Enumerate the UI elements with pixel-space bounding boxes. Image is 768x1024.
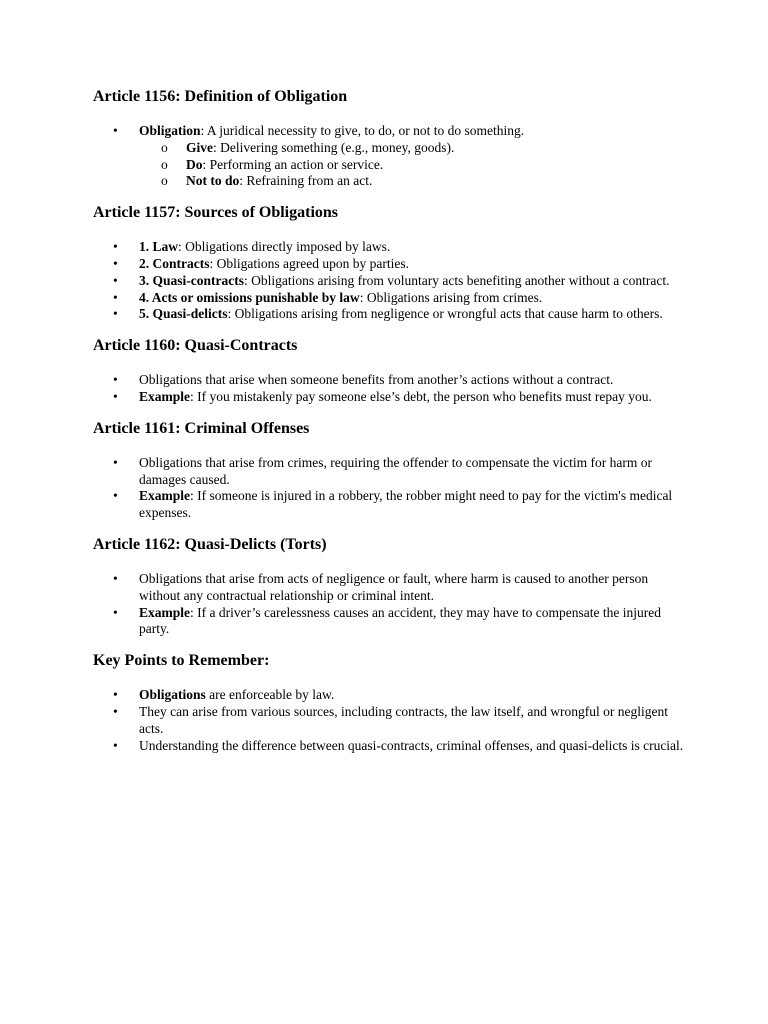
section-heading: Article 1157: Sources of Obligations xyxy=(93,204,339,222)
list-item xyxy=(93,256,688,273)
item-term: 2. Contracts xyxy=(139,255,210,271)
list-item xyxy=(93,738,688,755)
item-text: : Obligations arising from voluntary acts benefiting another without a contract. xyxy=(244,272,670,288)
item-text: Obligations that arise when someone benefits from another’s actions without a contract. xyxy=(139,372,614,388)
item-term: Give xyxy=(186,139,213,155)
bullet-list xyxy=(93,123,688,190)
list-item xyxy=(93,605,688,639)
sub-list xyxy=(139,140,688,190)
section-article-1157 xyxy=(93,203,688,323)
bullet-list xyxy=(93,455,688,522)
list-item xyxy=(93,455,688,489)
item-text: : Delivering something (e.g., money, goods). xyxy=(213,139,455,155)
item-term: Example xyxy=(139,388,191,404)
item-text: : If a driver’s carelessness causes an accident, they may have to compensate the injured party. xyxy=(139,604,661,637)
item-text: : Obligations agreed upon by parties. xyxy=(209,255,409,271)
section-key-points xyxy=(93,651,688,754)
list-item xyxy=(93,389,688,406)
bullet-list xyxy=(93,571,688,638)
bullet-list xyxy=(93,239,688,323)
item-term: 3. Quasi-contracts xyxy=(139,272,244,288)
item-text: : Obligations arising from crimes. xyxy=(359,289,543,305)
item-text: Understanding the difference between quasi-contracts, criminal offenses, and quasi-delicts is crucial. xyxy=(139,737,684,753)
item-text: Obligations that arise from crimes, requiring the offender to compensate the victim for harm or damages caused. xyxy=(139,454,652,487)
bullet-list xyxy=(93,372,688,406)
item-term: 5. Quasi-delicts xyxy=(139,306,228,322)
item-term: Example xyxy=(139,488,191,504)
list-item xyxy=(93,704,688,738)
item-term: Obligations xyxy=(139,687,206,703)
item-term: Example xyxy=(139,604,191,620)
list-item xyxy=(93,290,688,307)
item-text: : If someone is injured in a robbery, the robber might need to pay for the victim's medical expenses. xyxy=(139,488,673,521)
item-text: : Obligations arising from negligence or wrongful acts that cause harm to others. xyxy=(227,306,663,322)
sub-list-item xyxy=(139,157,688,174)
list-item xyxy=(93,123,688,190)
list-item xyxy=(93,488,688,522)
item-text: : Refraining from an act. xyxy=(239,173,373,189)
section-heading: Article 1156: Definition of Obligation xyxy=(93,88,348,105)
section-heading: Article 1162: Quasi-Delicts (Torts) xyxy=(93,535,327,553)
item-text: They can arise from various sources, including contracts, the law itself, and wrongful or negligent acts. xyxy=(139,703,668,736)
item-term: Not to do xyxy=(186,173,240,189)
item-text: : If you mistakenly pay someone else’s debt, the person who benefits must repay you. xyxy=(190,388,652,404)
item-text: are enforceable by law. xyxy=(205,687,335,703)
section-heading: Key Points to Remember: xyxy=(93,652,270,670)
section-article-1160 xyxy=(93,336,688,406)
list-item xyxy=(93,306,688,323)
list-item xyxy=(93,372,688,389)
sub-list-item xyxy=(139,140,688,157)
item-text: : A juridical necessity to give, to do, or not to do something. xyxy=(200,123,525,138)
item-text: : Obligations directly imposed by laws. xyxy=(178,239,391,255)
bullet-list xyxy=(93,687,688,754)
section-article-1156 xyxy=(93,87,688,190)
section-article-1162 xyxy=(93,535,688,638)
section-heading: Article 1160: Quasi-Contracts xyxy=(93,337,298,355)
list-item xyxy=(93,571,688,605)
list-item xyxy=(93,273,688,290)
list-item xyxy=(93,687,688,704)
list-item xyxy=(93,239,688,256)
section-article-1161 xyxy=(93,419,688,522)
item-term: Obligation xyxy=(139,123,201,138)
item-text: : Performing an action or service. xyxy=(202,156,384,172)
item-term: 1. Law xyxy=(139,239,179,255)
item-text: Obligations that arise from acts of negligence or fault, where harm is caused to another person without any contractual relationship or criminal intent. xyxy=(139,570,649,603)
item-term: 4. Acts or omissions punishable by law xyxy=(139,289,360,305)
section-heading: Article 1161: Criminal Offenses xyxy=(93,419,310,437)
sub-list-item xyxy=(139,173,688,190)
item-term: Do xyxy=(186,156,203,172)
